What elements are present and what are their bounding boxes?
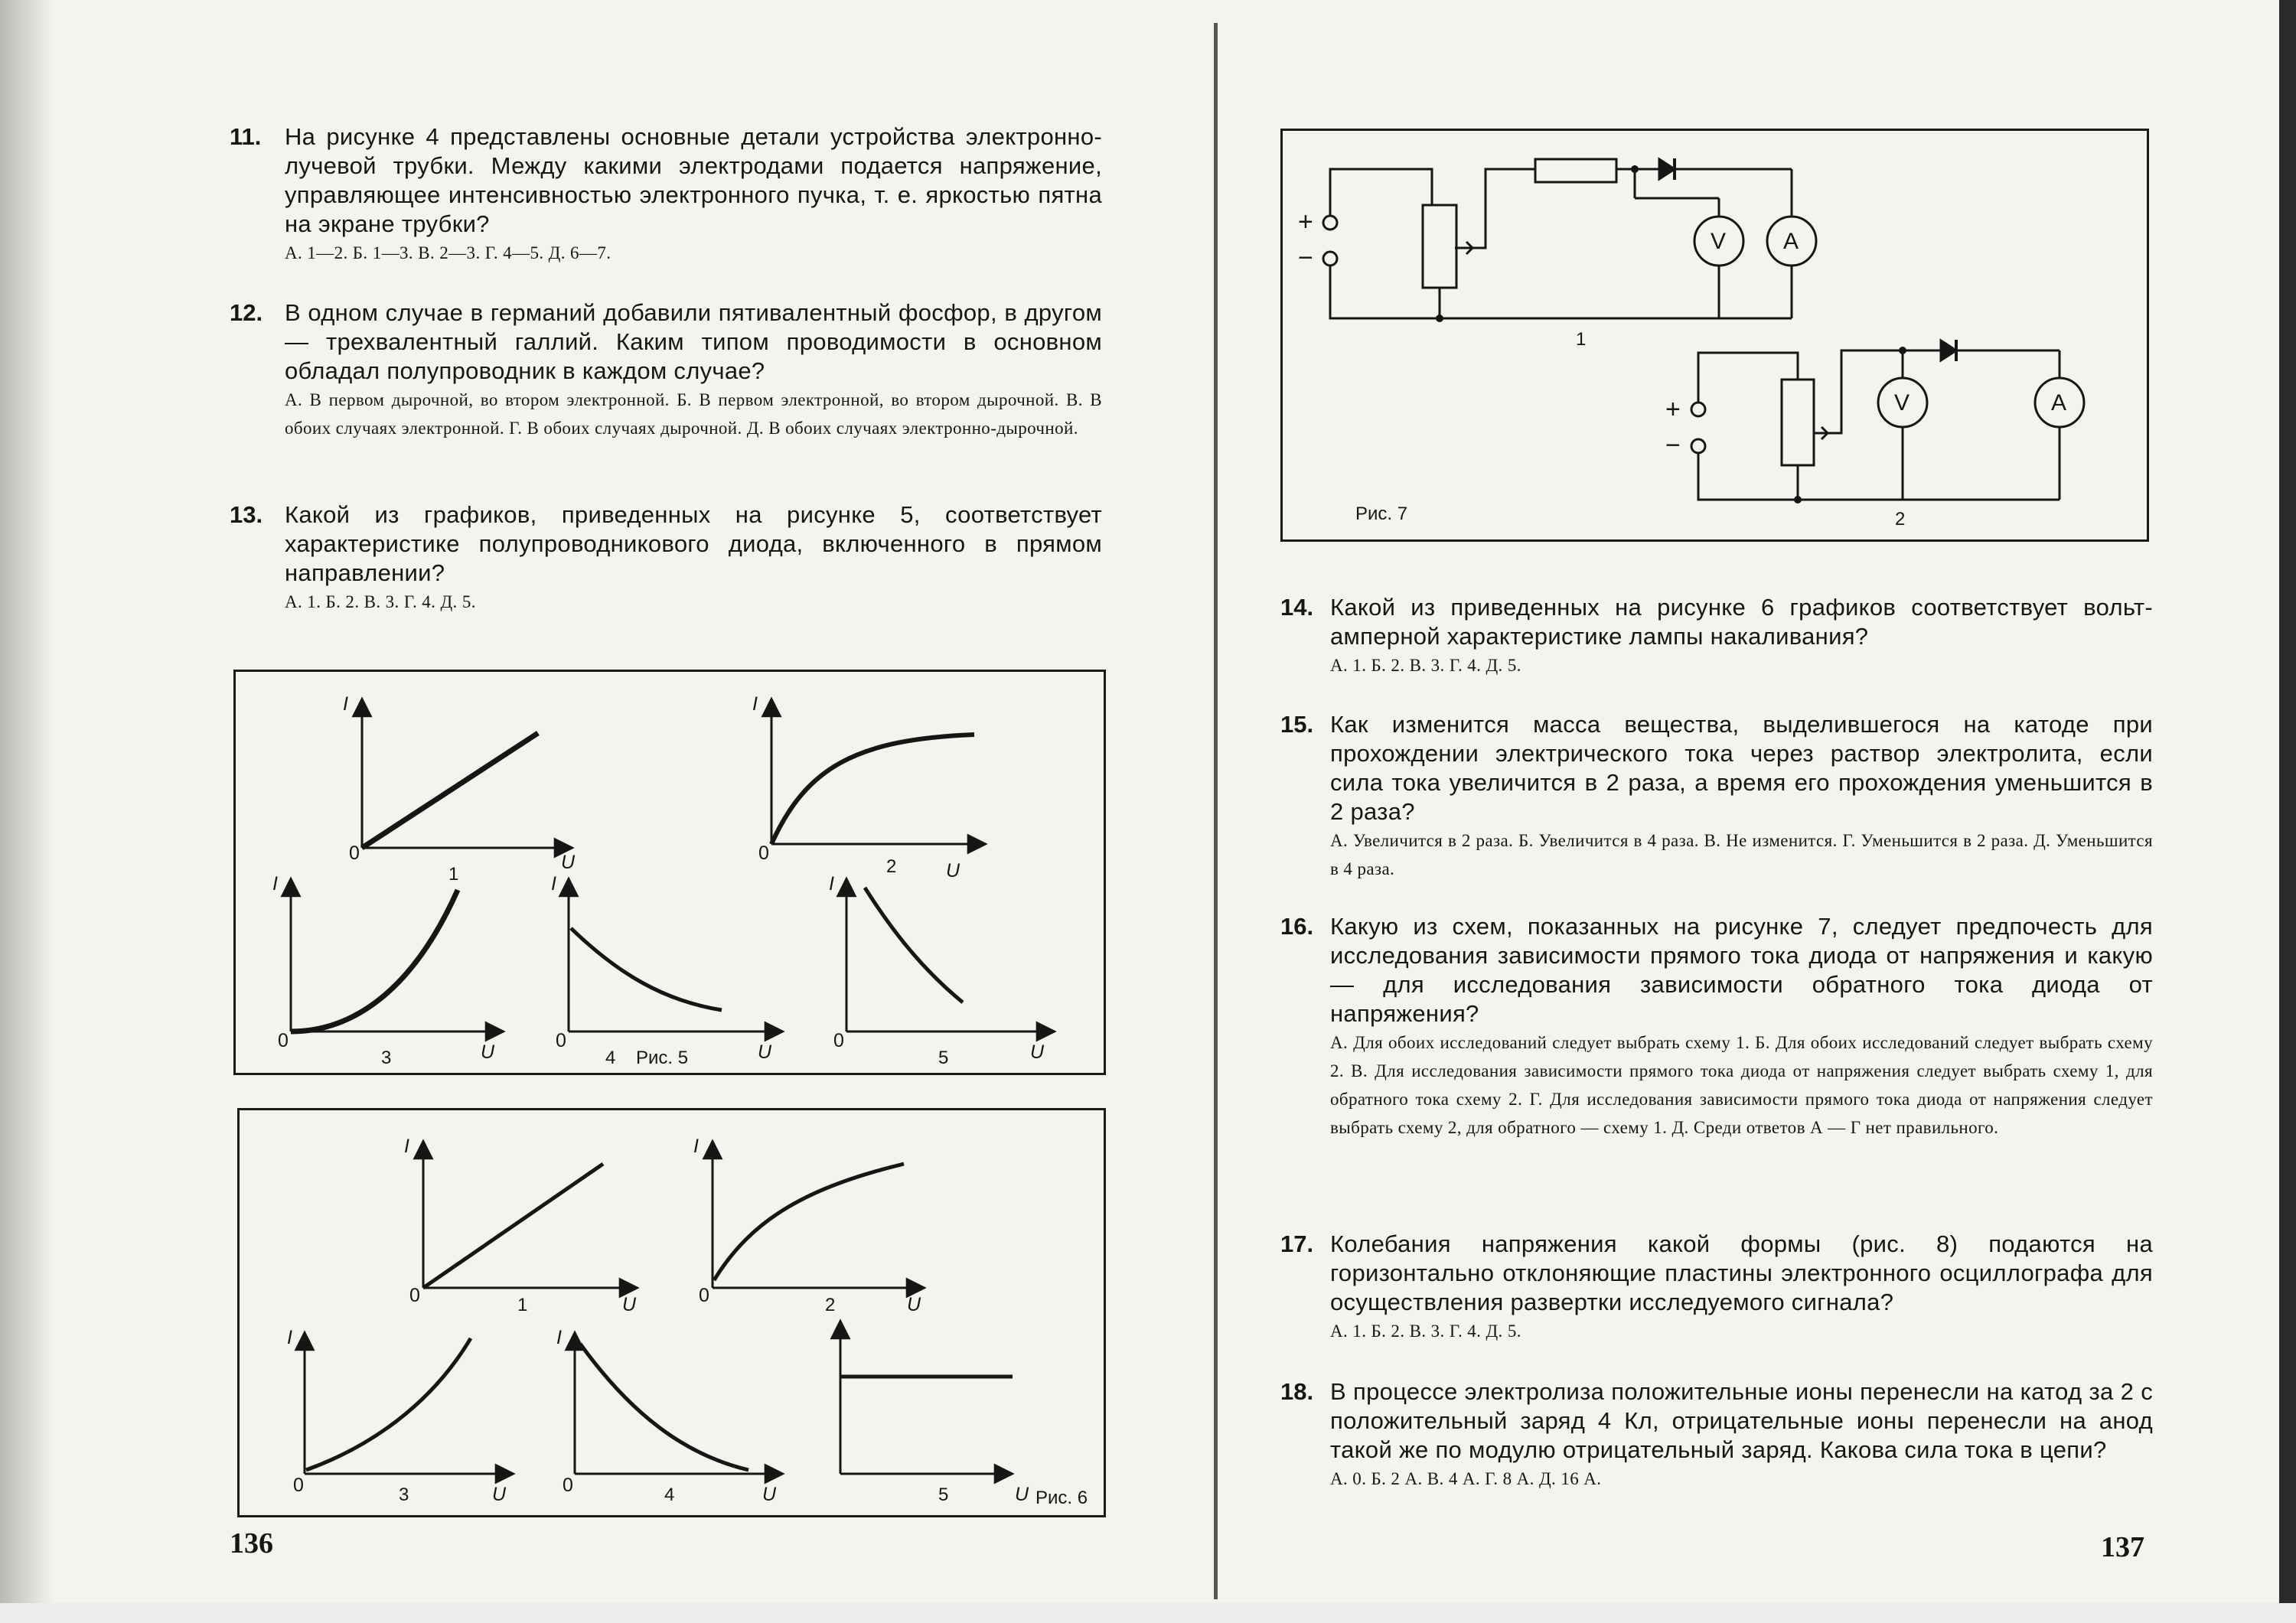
terminal-plus: [1691, 402, 1705, 416]
figure-6-graphs: [240, 1110, 1104, 1515]
question-text: Как изменится масса вещества, выделившегося на катоде при прохождении электрического тока через раствор электролита, если сила тока увеличится в 2 раза, а время его прохождения уменьшится в 2 раза?: [1330, 711, 2153, 825]
graph-number: 3: [399, 1484, 409, 1505]
terminal-minus-label: −: [1298, 243, 1313, 272]
question-18: [1280, 1377, 2153, 1493]
answer-options: А. 1. Б. 2. В. 3. Г. 4. Д. 5.: [1330, 1322, 1521, 1341]
figure-caption: Рис. 5: [636, 1048, 689, 1068]
ammeter-label: A: [1783, 229, 1799, 254]
origin-label: 0: [556, 1030, 566, 1051]
resistor: [1535, 159, 1616, 182]
graph-2: [752, 693, 986, 882]
scan-bottom-edge: [0, 1603, 2296, 1623]
voltmeter-label: V: [1894, 390, 1910, 416]
origin-label: 0: [833, 1030, 844, 1051]
figure-5: [233, 670, 1106, 1075]
axis-y-label: I: [551, 873, 556, 895]
axis-x-label: U: [946, 860, 960, 882]
answer-options: А. Для обоих исследований следует выбрать схему 1. Б. Для обоих исследований следует выбрать схему 2. В. Для исследования зависимости прямого тока диода от напряжения следует выбрать схему 1, для обратного тока схему 2. Г. Для исследования зависимости прямого тока диода от напряжения следует выбрать схему 2, для обратного — схему 1. Д. Среди ответов А — Г нет правильного.: [1330, 1033, 2153, 1137]
question-17: [1280, 1230, 2153, 1345]
question-number: 11.: [230, 123, 262, 150]
axis-y-label: I: [404, 1136, 409, 1157]
question-text: Колебания напряжения какой формы (рис. 8) подаются на горизонтально отклоняющие пластины электронного осциллографа для осуществления развертки исследуемого сигнала?: [1330, 1230, 2153, 1315]
scan-edge: [2279, 0, 2296, 1623]
axis-x-label: U: [561, 852, 576, 873]
question-text: В одном случае в германий добавили пятивалентный фосфор, в другом — трехвалентный галлий. Каким типом проводимости в основном обладал полупроводник в каждом случае?: [285, 299, 1102, 384]
graph-5: [840, 1321, 1088, 1508]
axis-y-label: I: [272, 873, 278, 895]
question-text: Какой из графиков, приведенных на рисунке 5, соответствует характеристике полупроводникового диода, включенного в прямом направлении?: [285, 501, 1102, 586]
graph-curve: [362, 733, 538, 848]
graph-curve: [580, 1344, 748, 1470]
graph-number: 5: [938, 1048, 949, 1068]
question-text: Какую из схем, показанных на рисунке 7, следует предпочесть для исследования зависимости прямого тока диода от напряжения и какую — для исследования зависимости обратного тока диода от напряжения?: [1330, 913, 2153, 1027]
question-number: 16.: [1280, 913, 1314, 940]
page-number-left: 136: [230, 1527, 273, 1559]
question-number: 15.: [1280, 711, 1314, 738]
rheostat: [1782, 380, 1814, 465]
origin-label: 0: [409, 1285, 420, 1306]
axis-x-label: U: [492, 1484, 507, 1505]
question-number: 12.: [230, 299, 263, 326]
graph-5: [829, 873, 1055, 1068]
origin-label: 0: [758, 842, 769, 864]
terminal-minus: [1691, 439, 1705, 453]
answer-options: А. В первом дырочной, во втором электронной. Б. В первом электронной, во втором дырочной. В. В обоих случаях электронной. Г. В обоих случаях дырочной. Д. В обоих случаях электронно-дырочной.: [285, 390, 1102, 438]
graph-4: [551, 873, 783, 1068]
rheostat: [1423, 205, 1456, 288]
figure-7-circuits: [1283, 131, 2147, 539]
figure-5-graphs: [236, 672, 1104, 1073]
graph-4: [556, 1327, 783, 1505]
circuit-number: 1: [1576, 329, 1587, 350]
axis-x-label: U: [622, 1294, 637, 1315]
axis-y-label: I: [829, 873, 834, 895]
question-text: Какой из приведенных на рисунке 6 графиков соответствует вольт-амперной характеристике лампы накаливания?: [1330, 594, 2153, 650]
answer-options: А. 1. Б. 2. В. 3. Г. 4. Д. 5.: [285, 592, 476, 611]
figure-6: [237, 1108, 1106, 1517]
graph-curve: [571, 928, 722, 1010]
question-number: 18.: [1280, 1378, 1314, 1405]
terminal-plus-label: +: [1665, 395, 1681, 424]
question-16: [1280, 912, 2153, 1142]
graph-curve: [714, 1164, 904, 1280]
axis-y-label: I: [752, 693, 758, 715]
graph-number: 5: [938, 1484, 949, 1505]
graph-curve: [291, 890, 458, 1031]
axis-x-label: U: [1030, 1041, 1045, 1063]
page-number-right: 137: [2101, 1531, 2144, 1563]
question-11: [230, 122, 1102, 267]
figure-caption: Рис. 6: [1035, 1488, 1088, 1508]
graph-curve: [306, 1338, 471, 1470]
voltmeter-label: V: [1711, 229, 1727, 254]
answer-options: А. 1. Б. 2. В. 3. Г. 4. Д. 5.: [1330, 656, 1521, 675]
axis-y-label: I: [287, 1327, 292, 1348]
circuit-2-parts: [1665, 347, 2084, 530]
page-shadow: [0, 0, 54, 1623]
axis-y-label: I: [343, 693, 348, 715]
terminal-plus: [1323, 216, 1337, 230]
diode: [1941, 341, 1956, 360]
axis-x-label: U: [1015, 1484, 1029, 1505]
graph-number: 1: [517, 1295, 528, 1315]
graph-1: [343, 693, 576, 885]
graph-number: 1: [448, 864, 459, 885]
graph-2: [693, 1136, 925, 1315]
axis-y-label: I: [693, 1136, 699, 1157]
question-text: В процессе электролиза положительные ионы перенесли на катод за 2 с положительный заряд 4 Кл, отрицательные ионы перенесли на анод такой же по модулю отрицательный заряд. Какова сила тока в цепи?: [1330, 1378, 2153, 1463]
graph-3: [287, 1327, 514, 1505]
origin-label: 0: [349, 842, 360, 864]
axis-x-label: U: [907, 1294, 921, 1315]
origin-label: 0: [293, 1475, 304, 1496]
question-12: [230, 298, 1102, 442]
graph-number: 4: [664, 1484, 675, 1505]
graph-curve: [423, 1164, 603, 1288]
graph-number: 2: [825, 1295, 836, 1315]
question-13: [230, 500, 1102, 616]
origin-label: 0: [563, 1475, 573, 1496]
axis-x-label: U: [758, 1041, 772, 1063]
question-15: [1280, 710, 2153, 883]
axis-y-label: I: [556, 1327, 562, 1348]
terminal-minus-label: −: [1665, 431, 1681, 460]
circuit-number: 2: [1895, 509, 1906, 530]
answer-options: А. 0. Б. 2 А. В. 4 А. Г. 8 А. Д. 16 А.: [1330, 1469, 1602, 1488]
graph-3: [272, 873, 504, 1068]
question-number: 14.: [1280, 594, 1314, 621]
question-number: 13.: [230, 501, 263, 528]
figure-7: [1280, 129, 2149, 542]
graph-curve: [771, 735, 974, 844]
question-text: На рисунке 4 представлены основные детали устройства электронно-лучевой трубки. Между какими электродами подается напряжение, управляющее интенсивностью электронного пучка, т. е. яркостью пятна на экране трубки?: [285, 123, 1102, 237]
question-14: [1280, 593, 2153, 680]
origin-label: 0: [699, 1285, 709, 1306]
book-gutter: [1214, 23, 1218, 1599]
figure-caption: Рис. 7: [1355, 504, 1408, 524]
diode: [1659, 159, 1675, 179]
circuit-1-parts: [1298, 165, 1816, 350]
question-number: 17.: [1280, 1230, 1314, 1257]
ammeter-label: A: [2051, 390, 2067, 416]
terminal-plus-label: +: [1298, 207, 1313, 236]
origin-label: 0: [278, 1030, 289, 1051]
circuit-2: [1698, 340, 2060, 500]
axis-x-label: U: [762, 1484, 777, 1505]
graph-1: [404, 1136, 638, 1315]
answer-options: А. Увеличится в 2 раза. Б. Увеличится в 4 раза. В. Не изменится. Г. Уменьшится в 2 раза. Д. Уменьшится в 4 раза.: [1330, 831, 2153, 878]
axis-x-label: U: [481, 1041, 495, 1063]
graph-number: 2: [886, 856, 897, 877]
answer-options: А. 1—2. Б. 1—3. В. 2—3. Г. 4—5. Д. 6—7.: [285, 243, 612, 262]
graph-number: 4: [605, 1048, 616, 1068]
graph-curve: [865, 888, 963, 1002]
terminal-minus: [1323, 252, 1337, 266]
graph-number: 3: [381, 1048, 392, 1068]
